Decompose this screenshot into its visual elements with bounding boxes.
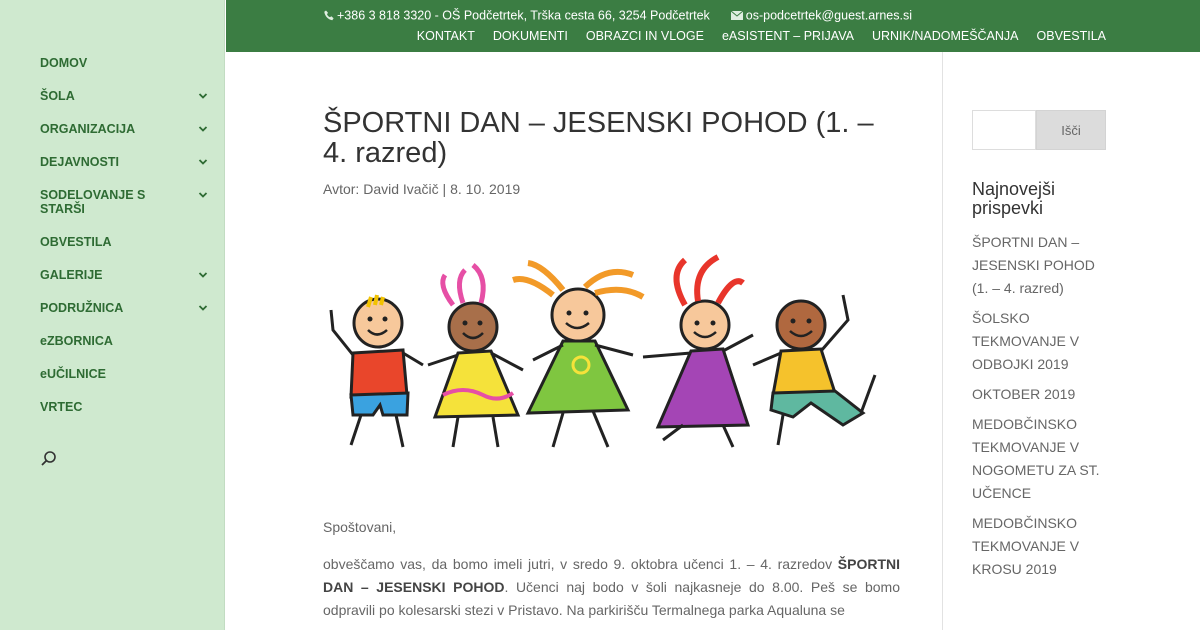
post-meta: Avtor: David Ivačič | 8. 10. 2019 — [323, 181, 521, 197]
main-nav — [40, 56, 210, 433]
post-body: obveščamo vas, da bomo imeli jutri, v sredo 9. oktobra učenci 1. – 4. razredov ŠPORTNI DAN – JESENSKI POHOD. Učenci naj bodo v šoli najkasneje do 8.00. Peš se bomo odpravili po kolesarski stezi v Pristavo. Na parkirišču Termalnega parka Aqualuna se — [323, 556, 900, 618]
chevron-down-icon[interactable] — [198, 270, 208, 280]
recent-post-link[interactable]: MEDOBČINSKO TEKMOVANJE V KROSU 2019 — [972, 515, 1080, 577]
nav-item-domov[interactable]: DOMOV — [40, 56, 88, 70]
nav-item-galerije[interactable]: GALERIJE — [40, 268, 210, 282]
chevron-down-icon[interactable] — [198, 91, 208, 101]
email-link[interactable]: os-podcetrtek@guest.arnes.si — [745, 8, 913, 23]
nav-item-ezbornica[interactable]: eZBORNICA — [40, 334, 113, 348]
recent-post-link[interactable]: MEDOBČINSKO TEKMOVANJE V NOGOMETU ZA ST. UČENCE — [972, 416, 1100, 501]
top-header — [226, 0, 1200, 52]
nav-item-eucilnice[interactable]: eUČILNICE — [40, 367, 106, 381]
recent-posts-list — [972, 231, 1106, 581]
topnav-dokumenti[interactable]: DOKUMENTI — [492, 29, 568, 43]
search-icon[interactable] — [40, 450, 60, 470]
nav-item-sodelovanje[interactable]: SODELOVANJE S STARŠI — [40, 188, 210, 216]
phone-icon — [324, 10, 334, 21]
phone-text: +386 3 818 3320 - OŠ Podčetrtek, Trška cesta 66, 3254 Podčetrtek — [337, 8, 710, 23]
column-divider — [942, 52, 943, 630]
search-input[interactable] — [972, 110, 1036, 150]
recent-post-link[interactable]: ŠOLSKO TEKMOVANJE V ODBOJKI 2019 — [972, 310, 1080, 372]
post-title: ŠPORTNI DAN – JESENSKI POHOD (1. – 4. razred) — [323, 107, 874, 169]
topnav-kontakt[interactable]: KONTAKT — [416, 29, 475, 43]
chevron-down-icon[interactable] — [198, 190, 208, 200]
post-greeting: Spoštovani, — [323, 519, 397, 535]
chevron-down-icon[interactable] — [198, 157, 208, 167]
nav-item-podruznica[interactable]: PODRUŽNICA — [40, 301, 210, 315]
nav-item-dejavnosti[interactable]: DEJAVNOSTI — [40, 155, 210, 169]
right-sidebar — [972, 110, 1106, 588]
secondary-nav — [417, 29, 1106, 43]
sidebar-search — [972, 110, 1106, 150]
nav-item-organizacija[interactable]: ORGANIZACIJA — [40, 122, 210, 136]
nav-item-obvestila[interactable]: OBVESTILA — [40, 235, 112, 249]
dancing-children-illustration — [323, 235, 883, 455]
recent-posts-heading: Najnovejši prispevki — [972, 179, 1056, 218]
nav-item-sola[interactable]: ŠOLA — [40, 89, 210, 103]
envelope-icon — [731, 11, 743, 20]
topnav-obrazci[interactable]: OBRAZCI IN VLOGE — [585, 29, 704, 43]
search-button[interactable]: Išči — [1036, 110, 1106, 150]
topnav-urnik[interactable]: URNIK/NADOMEŠČANJA — [871, 29, 1019, 43]
recent-post-link[interactable]: ŠPORTNI DAN – JESENSKI POHOD (1. – 4. razred) — [972, 234, 1095, 296]
nav-item-vrtec[interactable]: VRTEC — [40, 400, 83, 414]
contact-info — [324, 8, 912, 23]
topnav-obvestila[interactable]: OBVESTILA — [1036, 29, 1106, 43]
left-sidebar — [0, 0, 225, 630]
topnav-easistent[interactable]: eASISTENT – PRIJAVA — [721, 29, 854, 43]
chevron-down-icon[interactable] — [198, 303, 208, 313]
recent-post-link[interactable]: OKTOBER 2019 — [972, 386, 1076, 402]
post-content — [323, 108, 900, 459]
chevron-down-icon[interactable] — [198, 124, 208, 134]
